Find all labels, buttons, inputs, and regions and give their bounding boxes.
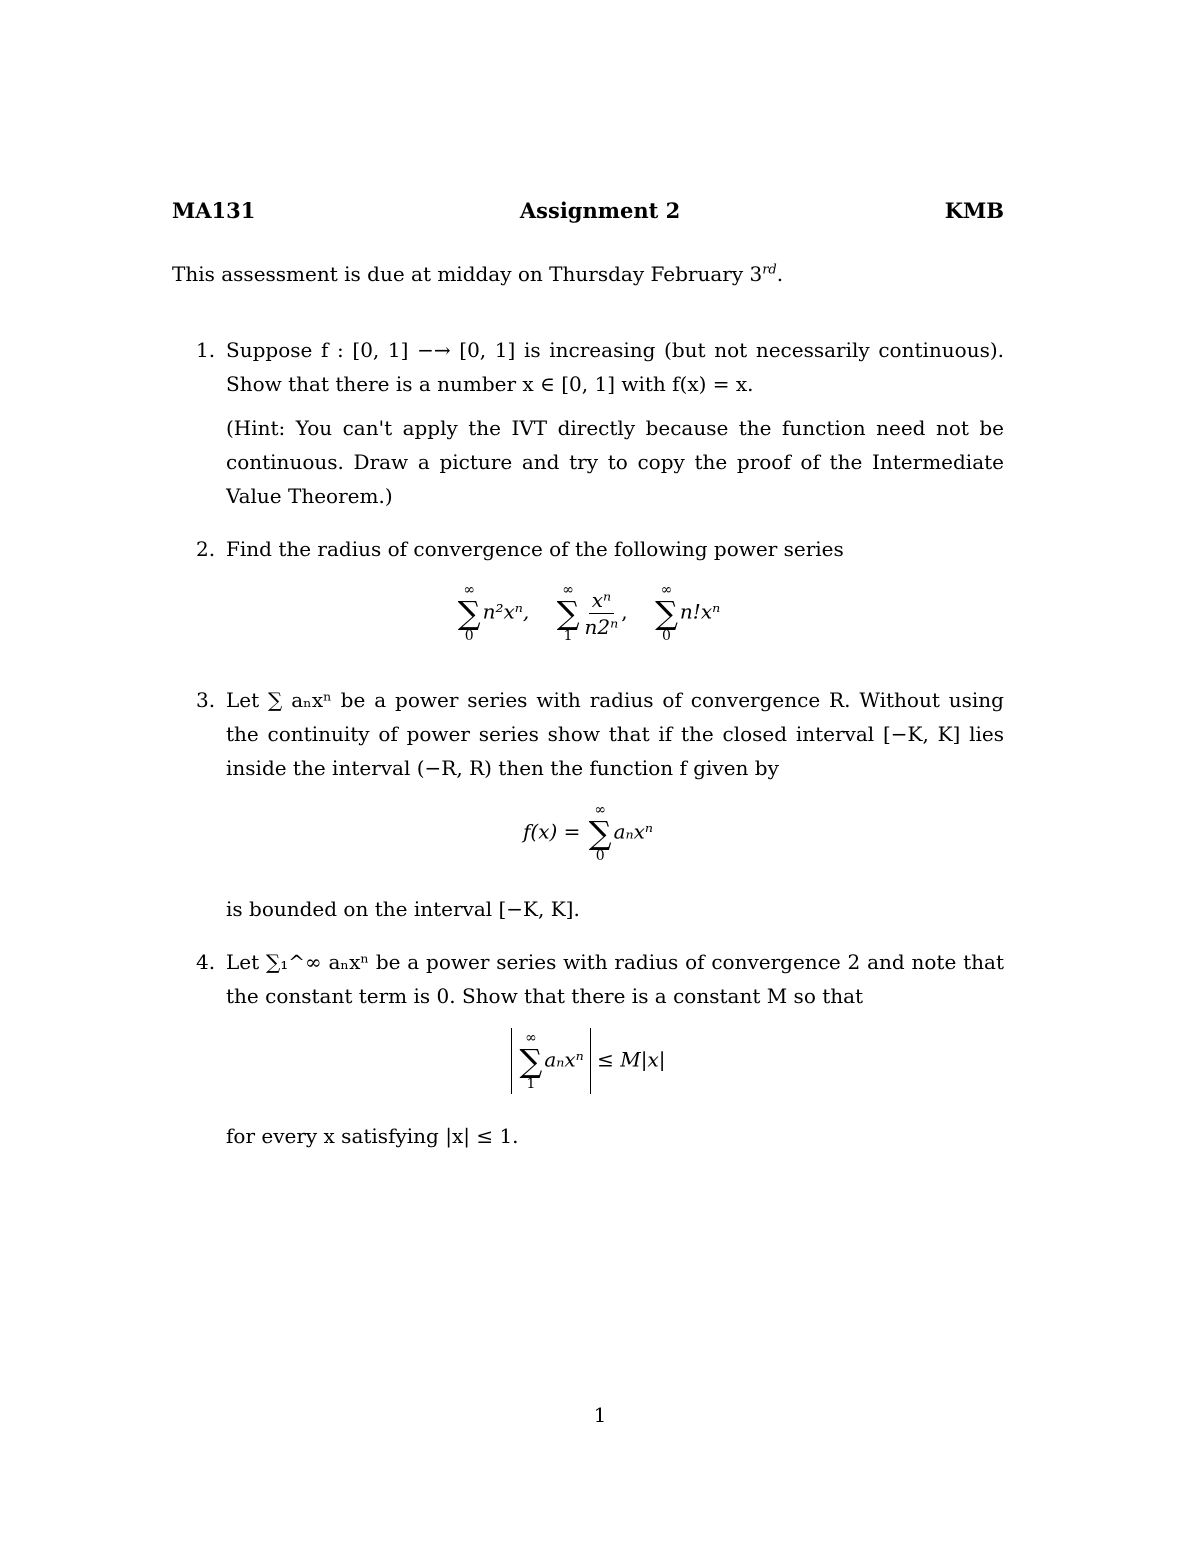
problem-text: Let ∑₁^∞ aₙxⁿ be a power series with radius of convergence 2 and note that the constant term is 0. Show that there is a constant M so that — [226, 950, 1004, 1008]
problem-2 — [196, 532, 1004, 566]
course-code: MA131 — [172, 198, 256, 223]
summation: ∞ ∑ 1 — [556, 582, 580, 644]
assignment-title: Assignment 2 — [519, 198, 681, 223]
function-definition: f(x) = ∞ ∑ 0 aₙxⁿ — [522, 802, 654, 864]
summation: ∞ ∑ 0 — [588, 802, 612, 864]
problem-hint: (Hint: You can't apply the IVT directly because the function need not be continuous. Draw a picture and try to copy the proof of the Intermediate Value Theorem.) — [226, 416, 1004, 508]
power-series-display: ∞ ∑ 0 n²xⁿ, ∞ ∑ 1 $\frac{\text{xⁿ}}{\text{n2ⁿ}}$ , ∞ ∑ 0 n!xⁿ — [457, 582, 721, 644]
due-date-statement: This assessment is due at midday on Thursday February 3rd. — [172, 262, 784, 286]
problem-number: 2. — [196, 537, 216, 561]
summation: ∞ ∑ 0 — [457, 582, 481, 644]
author-initials: KMB — [944, 198, 1004, 223]
problem-text: Find the radius of convergence of the following power series — [226, 537, 844, 561]
problem-4 — [196, 945, 1004, 1013]
summation: ∞ ∑ 1 — [519, 1030, 543, 1092]
problem-text: is bounded on the interval [−K, K]. — [226, 897, 580, 921]
absolute-value: ∞ ∑ 1 aₙxⁿ — [511, 1028, 591, 1094]
problem-text: Let ∑ aₙxⁿ be a power series with radius of convergence R. Without using the continuity of power series show that if the closed interval [−K, K] lies inside the interval (−R, R) then the function f given by — [226, 688, 1004, 780]
series-term: n²xⁿ, — [482, 599, 530, 624]
summation: ∞ ∑ 0 — [655, 582, 678, 644]
series-term: n!xⁿ — [679, 599, 721, 624]
problem-3-conclusion — [196, 892, 1004, 926]
problem-number: 1. — [196, 338, 216, 362]
fraction: $\frac{\text{xⁿ}}{\text{n2ⁿ}}$ — [584, 587, 619, 639]
inequality-display: ∞ ∑ 1 aₙxⁿ ≤ M|x| — [172, 1028, 1004, 1094]
problem-4-conclusion — [196, 1119, 1004, 1153]
problem-text: for every x satisfying |x| ≤ 1. — [226, 1124, 519, 1148]
problem-number: 4. — [196, 950, 216, 974]
problem-3 — [196, 683, 1004, 785]
problem-number: 3. — [196, 688, 216, 712]
page-number: 1 — [593, 1403, 607, 1427]
problem-1 — [196, 333, 1004, 513]
header — [172, 198, 1004, 223]
problem-text: Suppose f : [0, 1] −→ [0, 1] is increasing (but not necessarily continuous). Show that there is a number x ∈ [0, 1] with f(x) = x. — [226, 338, 1004, 396]
